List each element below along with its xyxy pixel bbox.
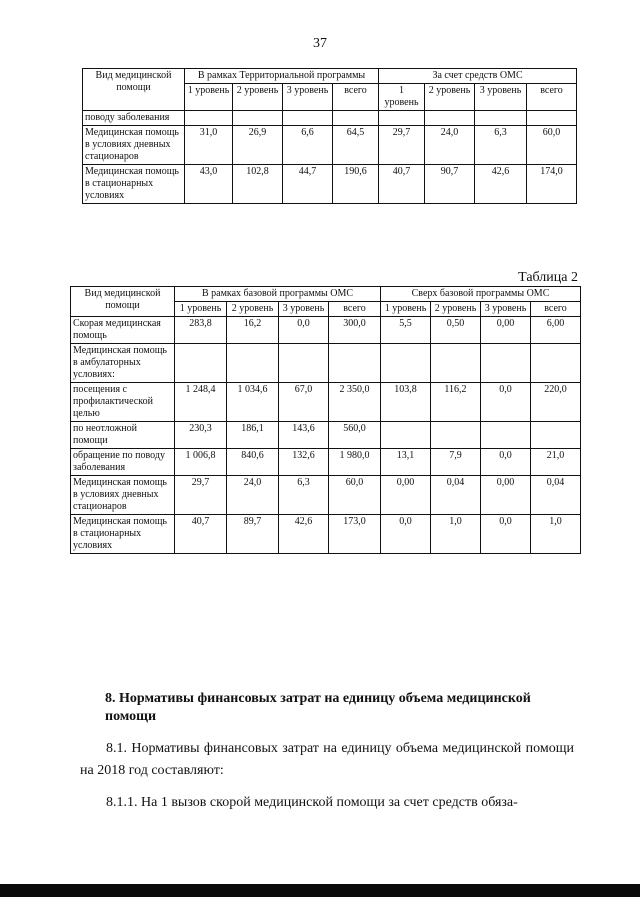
table-cell: 0,0 [381,515,431,554]
level-header: 2 уровень [425,84,475,111]
table-cell: 6,6 [283,126,333,165]
table-cell: 103,8 [381,383,431,422]
table-cell [531,344,581,383]
table-cell: 0,0 [481,515,531,554]
table-cell [175,344,227,383]
table-cell: 67,0 [279,383,329,422]
table-caption: Таблица 2 [518,270,578,285]
level-header: всего [333,84,379,111]
column-header: Вид медицинской помощи [83,69,185,111]
level-header: 3 уровень [283,84,333,111]
table-cell: 42,6 [279,515,329,554]
table-cell: 174,0 [527,165,577,204]
table-cell: 0,00 [381,476,431,515]
page-number: 37 [313,36,327,51]
table-cell: 6,3 [475,126,527,165]
table-cell: 24,0 [425,126,475,165]
table-cell: 60,0 [329,476,381,515]
level-header: всего [531,302,581,317]
table-row [71,449,581,476]
table-cell: 0,04 [431,476,481,515]
table-cell: 143,6 [279,422,329,449]
level-header: всего [329,302,381,317]
table-cell: 40,7 [379,165,425,204]
table-cell: 6,3 [279,476,329,515]
table-cell: 89,7 [227,515,279,554]
table-cell: 21,0 [531,449,581,476]
table-cell: 1,0 [431,515,481,554]
level-header: 2 уровень [233,84,283,111]
table-cell: 1 034,6 [227,383,279,422]
table-cell: 220,0 [531,383,581,422]
table-cell: 560,0 [329,422,381,449]
table-cell: 0,0 [279,317,329,344]
table-cell: 60,0 [527,126,577,165]
table-row [83,111,577,126]
table-row [71,344,581,383]
row-label: Медицинская помощь в условиях дневных стационаров [71,476,175,515]
table-cell: 31,0 [185,126,233,165]
row-label: посещения с профилактической целью [71,383,175,422]
level-header: 1 уровень [185,84,233,111]
table-cell [481,344,531,383]
table-cell [531,422,581,449]
table-cell [381,422,431,449]
table-1 [82,68,577,204]
table-cell: 26,9 [233,126,283,165]
table-cell: 44,7 [283,165,333,204]
level-header: 3 уровень [279,302,329,317]
table-cell [431,344,481,383]
row-label: Медицинская помощь в амбулаторных условиях: [71,344,175,383]
table-cell: 5,5 [381,317,431,344]
scan-edge-bar [0,884,640,897]
group-header: В рамках базовой программы ОМС [175,287,381,302]
table-cell: 116,2 [431,383,481,422]
table-cell: 7,9 [431,449,481,476]
table-cell: 13,1 [381,449,431,476]
table-cell: 0,04 [531,476,581,515]
table-cell [431,422,481,449]
table-cell: 64,5 [333,126,379,165]
table-cell [425,111,475,126]
table-cell: 40,7 [175,515,227,554]
table-2 [70,286,581,554]
table-cell: 29,7 [175,476,227,515]
table-cell [381,344,431,383]
table-cell [379,111,425,126]
table-cell: 840,6 [227,449,279,476]
table-cell [333,111,379,126]
table-cell: 0,0 [481,449,531,476]
row-label: поводу заболевания [83,111,185,126]
table-row [71,422,581,449]
table-cell: 0,50 [431,317,481,344]
table-cell: 190,6 [333,165,379,204]
table-cell [475,111,527,126]
row-label: по неотложной помощи [71,422,175,449]
column-header: Вид медицинской помощи [71,287,175,317]
level-header: всего [527,84,577,111]
table-cell: 0,0 [481,383,531,422]
table-cell [279,344,329,383]
row-label: Медицинская помощь в условиях дневных стационаров [83,126,185,165]
table-cell: 0,00 [481,476,531,515]
table-cell: 42,6 [475,165,527,204]
table-cell: 6,00 [531,317,581,344]
group-header: За счет средств ОМС [379,69,577,84]
table-row [83,126,577,165]
table-cell [329,344,381,383]
table-cell: 2 350,0 [329,383,381,422]
table-cell [283,111,333,126]
table-cell [227,344,279,383]
table-cell: 0,00 [481,317,531,344]
group-header: В рамках Территориальной программы [185,69,379,84]
level-header: 3 уровень [481,302,531,317]
paragraph: 8.1. Нормативы финансовых затрат на единицу объема медицинской помощи на 2018 год составляют: [80,741,574,778]
table-cell [233,111,283,126]
group-header: Сверх базовой программы ОМС [381,287,581,302]
table-cell: 300,0 [329,317,381,344]
section-heading: 8. Нормативы финансовых затрат на единицу объема медицинской помощи [105,691,531,724]
table-cell: 1 248,4 [175,383,227,422]
table-cell: 173,0 [329,515,381,554]
table-cell: 29,7 [379,126,425,165]
table-cell: 283,8 [175,317,227,344]
level-header: 1 уровень [381,302,431,317]
table-cell: 43,0 [185,165,233,204]
table-cell: 90,7 [425,165,475,204]
table-cell [185,111,233,126]
level-header: 2 уровень [227,302,279,317]
table-cell: 1 006,8 [175,449,227,476]
row-label: Медицинская помощь в стационарных условиях [83,165,185,204]
level-header: 3 уровень [475,84,527,111]
row-label: Скорая медицинская помощь [71,317,175,344]
table-row [83,165,577,204]
table-cell: 1 980,0 [329,449,381,476]
table-cell: 132,6 [279,449,329,476]
table-row [71,317,581,344]
table-cell: 102,8 [233,165,283,204]
table-row [71,515,581,554]
table-row [71,383,581,422]
row-label: Медицинская помощь в стационарных условиях [71,515,175,554]
level-header: 1 уровень [379,84,425,111]
level-header: 2 уровень [431,302,481,317]
table-cell: 1,0 [531,515,581,554]
table-row [71,476,581,515]
table-cell: 230,3 [175,422,227,449]
table-cell [527,111,577,126]
paragraph: 8.1.1. На 1 вызов скорой медицинской помощи за счет средств обяза- [106,795,518,810]
table-cell: 24,0 [227,476,279,515]
table-cell [481,422,531,449]
row-label: обращение по поводу заболевания [71,449,175,476]
table-cell: 186,1 [227,422,279,449]
table-cell: 16,2 [227,317,279,344]
level-header: 1 уровень [175,302,227,317]
